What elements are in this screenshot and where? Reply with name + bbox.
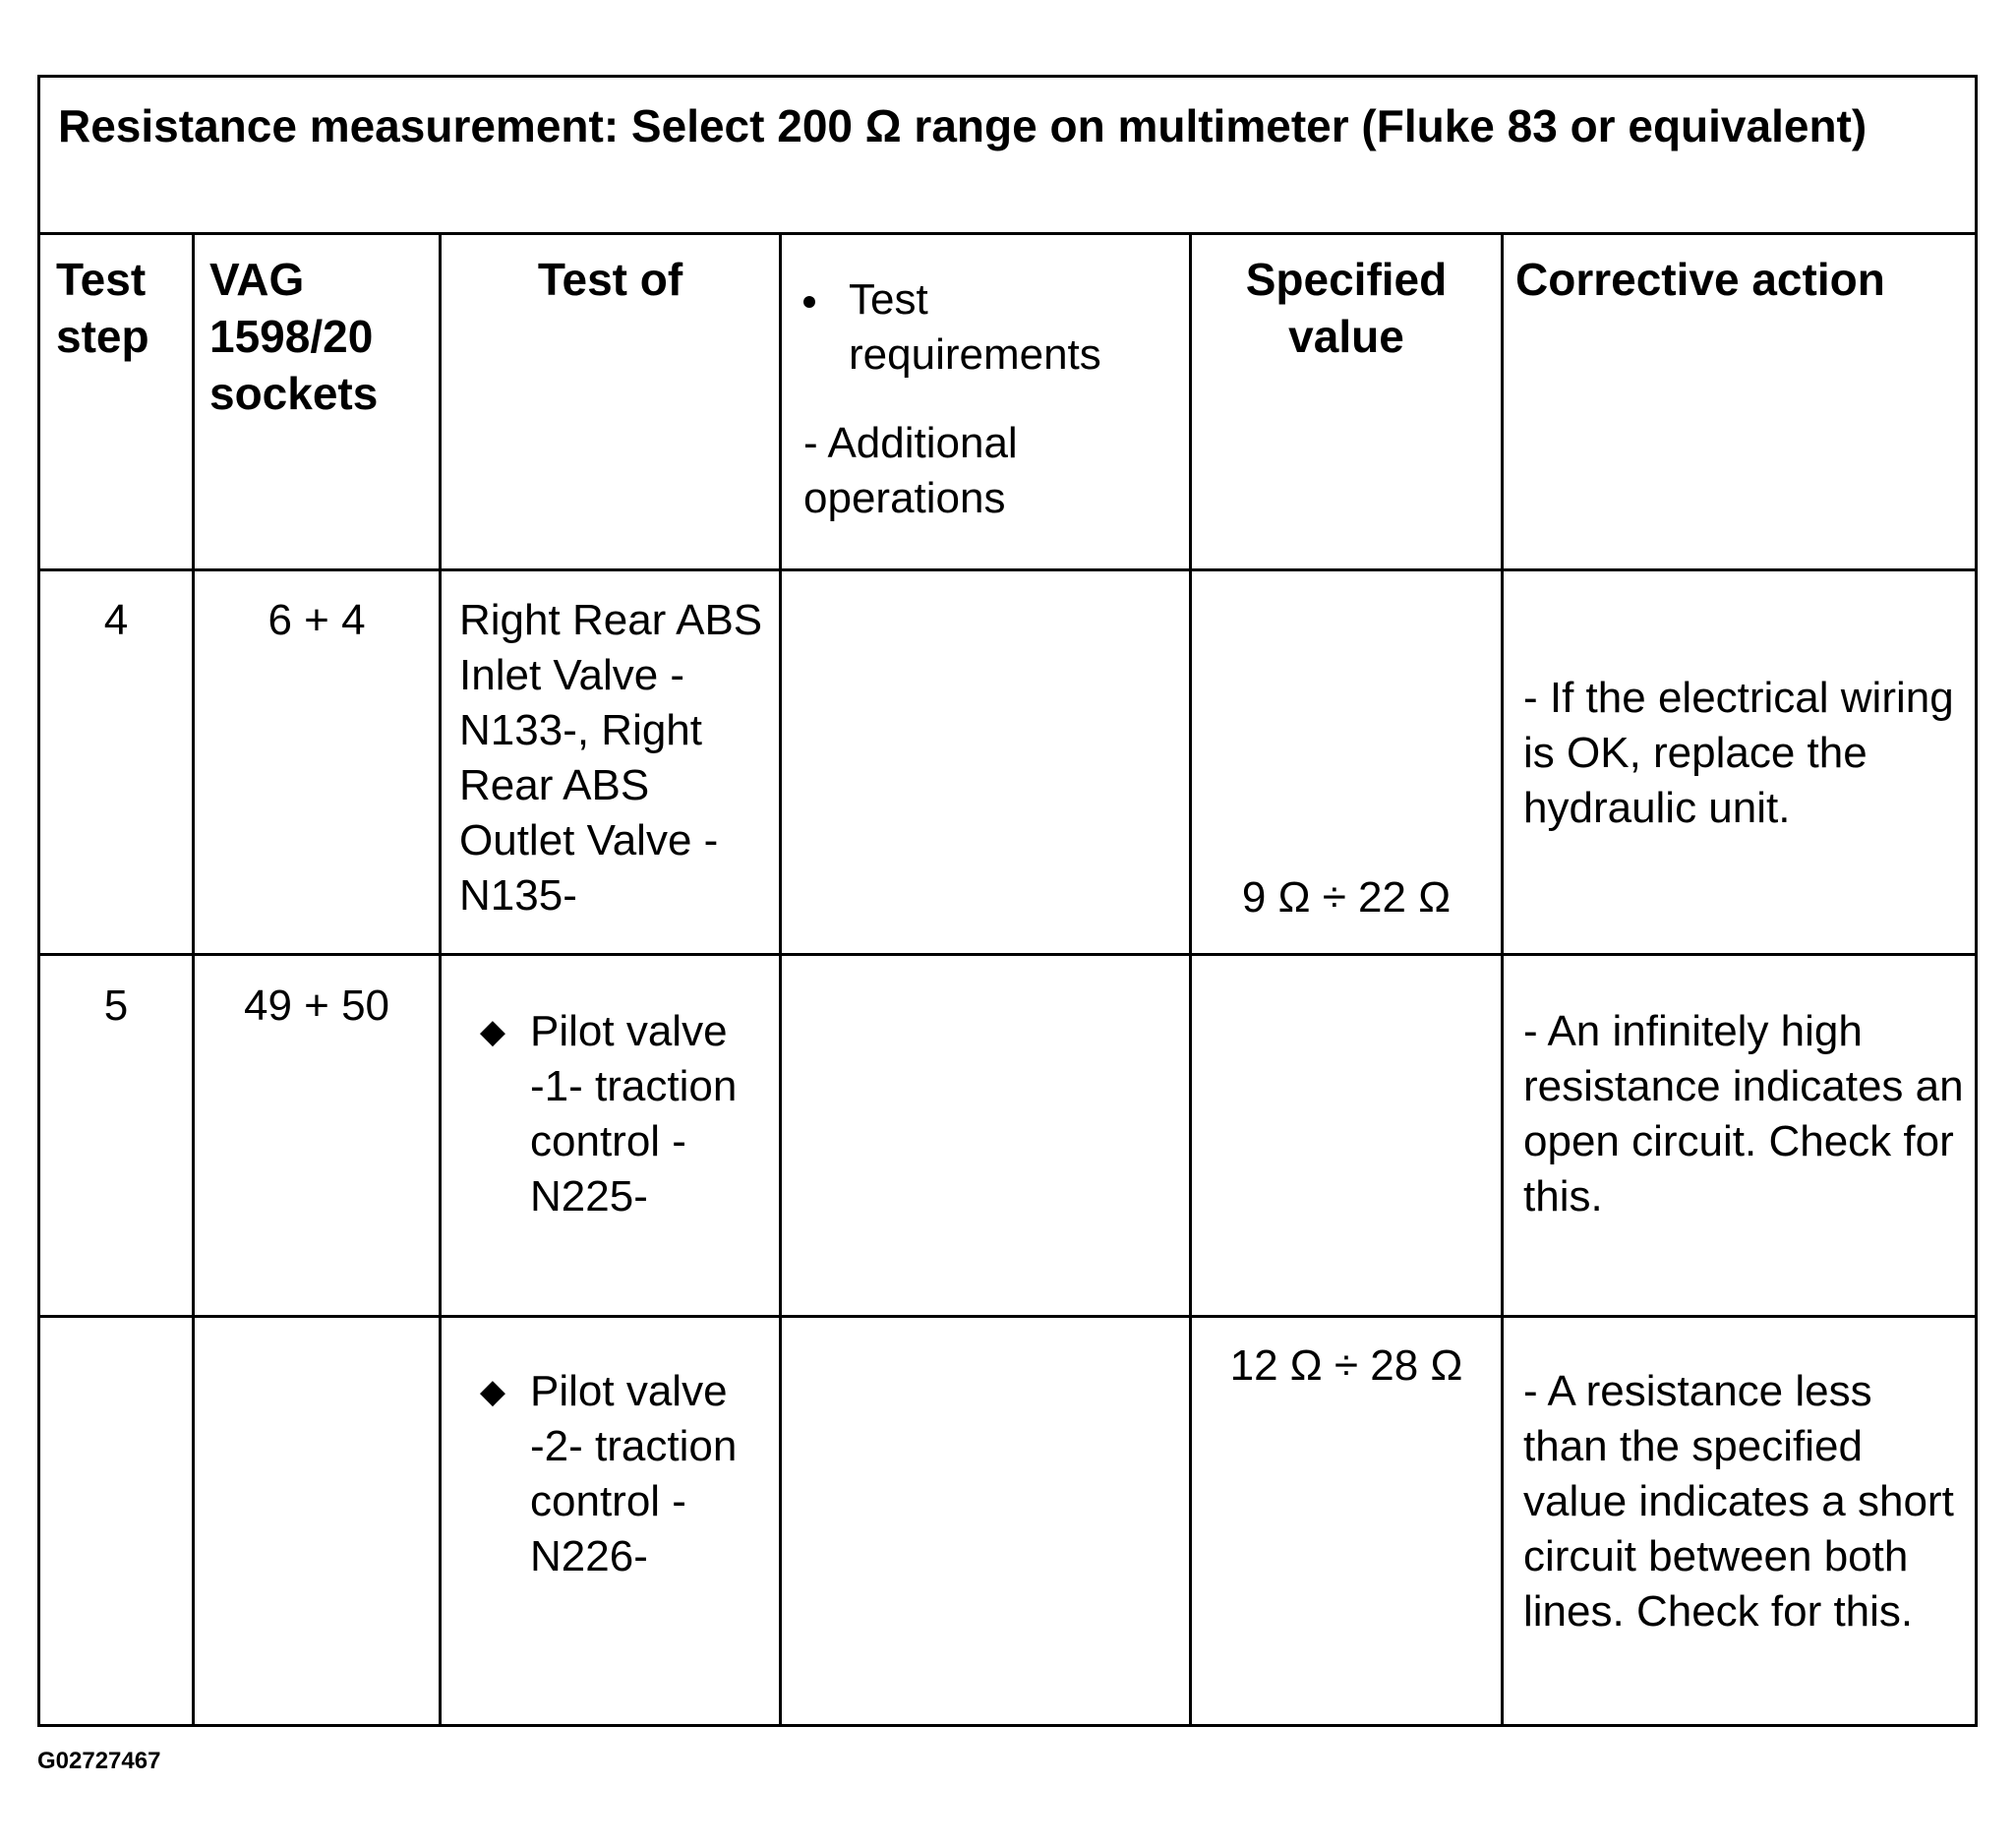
row1-corrective: - If the electrical wiring is OK, replace the hydraulic unit. — [1523, 674, 1954, 832]
column-divider — [1501, 232, 1504, 1724]
row3-specified: 12 Ω ÷ 28 Ω — [1229, 1341, 1463, 1390]
header-test-of: Test of — [537, 254, 683, 305]
row2-test-of-text: Pilot valve -1- traction control -N225- — [530, 1007, 738, 1220]
row1-test-of: Right Rear ABS Inlet Valve -N133-, Right Rear ABS Outlet Valve -N135- — [459, 596, 763, 920]
bullet-dot-icon — [803, 296, 815, 308]
header-test-step: Test step — [56, 254, 149, 362]
row3-test-of — [473, 1364, 768, 1584]
header-corrective: Corrective action — [1515, 254, 1885, 305]
row1-specified: 9 Ω ÷ 22 Ω — [1241, 873, 1452, 922]
header-specified: Specified value — [1245, 254, 1448, 362]
column-divider — [779, 232, 782, 1724]
diamond-bullet-icon: ◆ — [479, 1013, 506, 1050]
row2-sockets: 49 + 50 — [243, 982, 390, 1030]
header-requirements — [803, 272, 1182, 526]
requirements-bullet-text: Test requirements — [849, 275, 1101, 379]
requirements-dash-text: - Additional operations — [803, 419, 1018, 522]
table-title: Resistance measurement: Select 200 Ω range on multimeter (Fluke 83 or equivalent) — [58, 100, 1868, 151]
row2-test-of — [473, 1004, 768, 1224]
row3-test-of-text: Pilot valve -2- traction control -N226- — [530, 1367, 738, 1580]
table-divider — [40, 568, 1975, 571]
table-divider — [40, 232, 1975, 235]
table-divider — [40, 1315, 1975, 1318]
column-divider — [1189, 232, 1192, 1724]
row1-step: 4 — [103, 596, 129, 644]
header-sockets: VAG 1598/20 sockets — [209, 254, 379, 419]
table-divider — [40, 953, 1975, 956]
row2-corrective: - An infinitely high resistance indicates an open circuit. Check for this. — [1523, 1007, 1964, 1220]
row2-step: 5 — [103, 982, 129, 1030]
diamond-bullet-icon: ◆ — [479, 1373, 506, 1410]
row3-corrective: - A resistance less than the specified value indicates a short circuit between both lines. Check for this. — [1523, 1367, 1954, 1636]
resistance-table — [37, 75, 1978, 1727]
requirements-bullet — [803, 272, 1182, 383]
row1-sockets: 6 + 4 — [267, 596, 366, 644]
column-divider — [439, 232, 442, 1724]
figure-code: G02727467 — [37, 1748, 161, 1774]
